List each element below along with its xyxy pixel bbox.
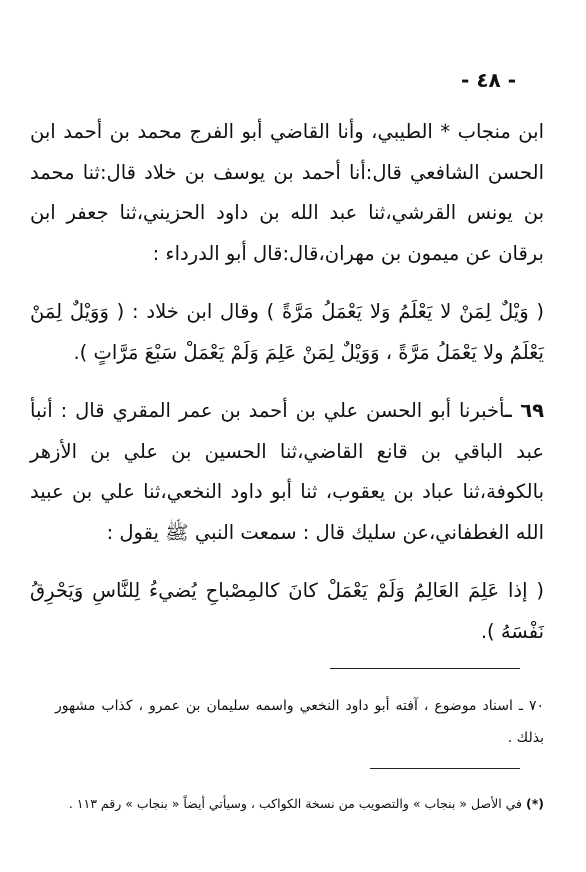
hadith-69-paragraph: [30, 391, 544, 553]
footnote-divider: [330, 668, 520, 669]
footnote-asterisk: [55, 792, 544, 816]
footnote-70: ٧٠ ـ اسناد موضوع ، آفته أبو داود النخعي واسمه سليمان بن عمرو ، كذاب مشهور بذلك .: [55, 698, 544, 746]
hadith-number: ٦٩ ـ: [505, 399, 544, 422]
footnote-divider-secondary: [370, 768, 520, 769]
hadith-69-text: أخبرنا أبو الحسن علي بن أحمد بن عمر المقري قال : أنبأ عبد الباقي بن قانع القاضي،ثنا الحسين بن علي بن الأزهر بالكوفة،ثنا عباد بن يعقوب، ثنا أبو داود النخعي،ثنا علي بن عبيد الله الغطفاني،عن سليك قال : سمعت النبي ﷺ يقول :: [30, 399, 544, 544]
hadith-matn-paragraph: ( إذا عَلِمَ العَالِمُ وَلَمْ يَعْمَلْ كانَ كالمِصْباحِ يُضيءُ لِلنَّاسِ وَيَحْرِقُ نَفْسَهُ ).: [30, 579, 544, 643]
main-text: [30, 112, 544, 652]
quote-paragraph: ( وَيْلٌ لِمَنْ لا يَعْلَمُ وَلا يَعْمَلُ مَرَّةً ) وقال ابن خلاد : ( وَوَيْلٌ لِمَنْ يَعْلَمُ ولا يَعْمَلُ مَرَّةً ، وَوَيْلٌ لِمَنْ عَلِمَ وَلَمْ يَعْمَلْ سَبْعَ مَرَّاتٍ ).: [30, 300, 544, 364]
footnote-asterisk-text: في الأصل « بنجاب » والتصويب من نسخة الكواكب ، وسيأتي أيضاً « بنجاب » رقم ١١٣ .: [68, 796, 523, 811]
isnad-paragraph: ابن منجاب * الطيبي، وأنا القاضي أبو الفرج محمد بن أحمد ابن الحسن الشافعي قال:أنا أحمد بن يوسف بن خلاد قال:ثنا محمد بن يونس القرشي،ثنا عبد الله بن داود الحزيني،ثنا جعفر ابن برقان عن ميمون بن مهران،قال:قال أبو الدرداء :: [30, 120, 544, 265]
page-number: - ٤٨ -: [461, 68, 516, 92]
footnote-asterisk-marker: (*): [526, 796, 544, 811]
